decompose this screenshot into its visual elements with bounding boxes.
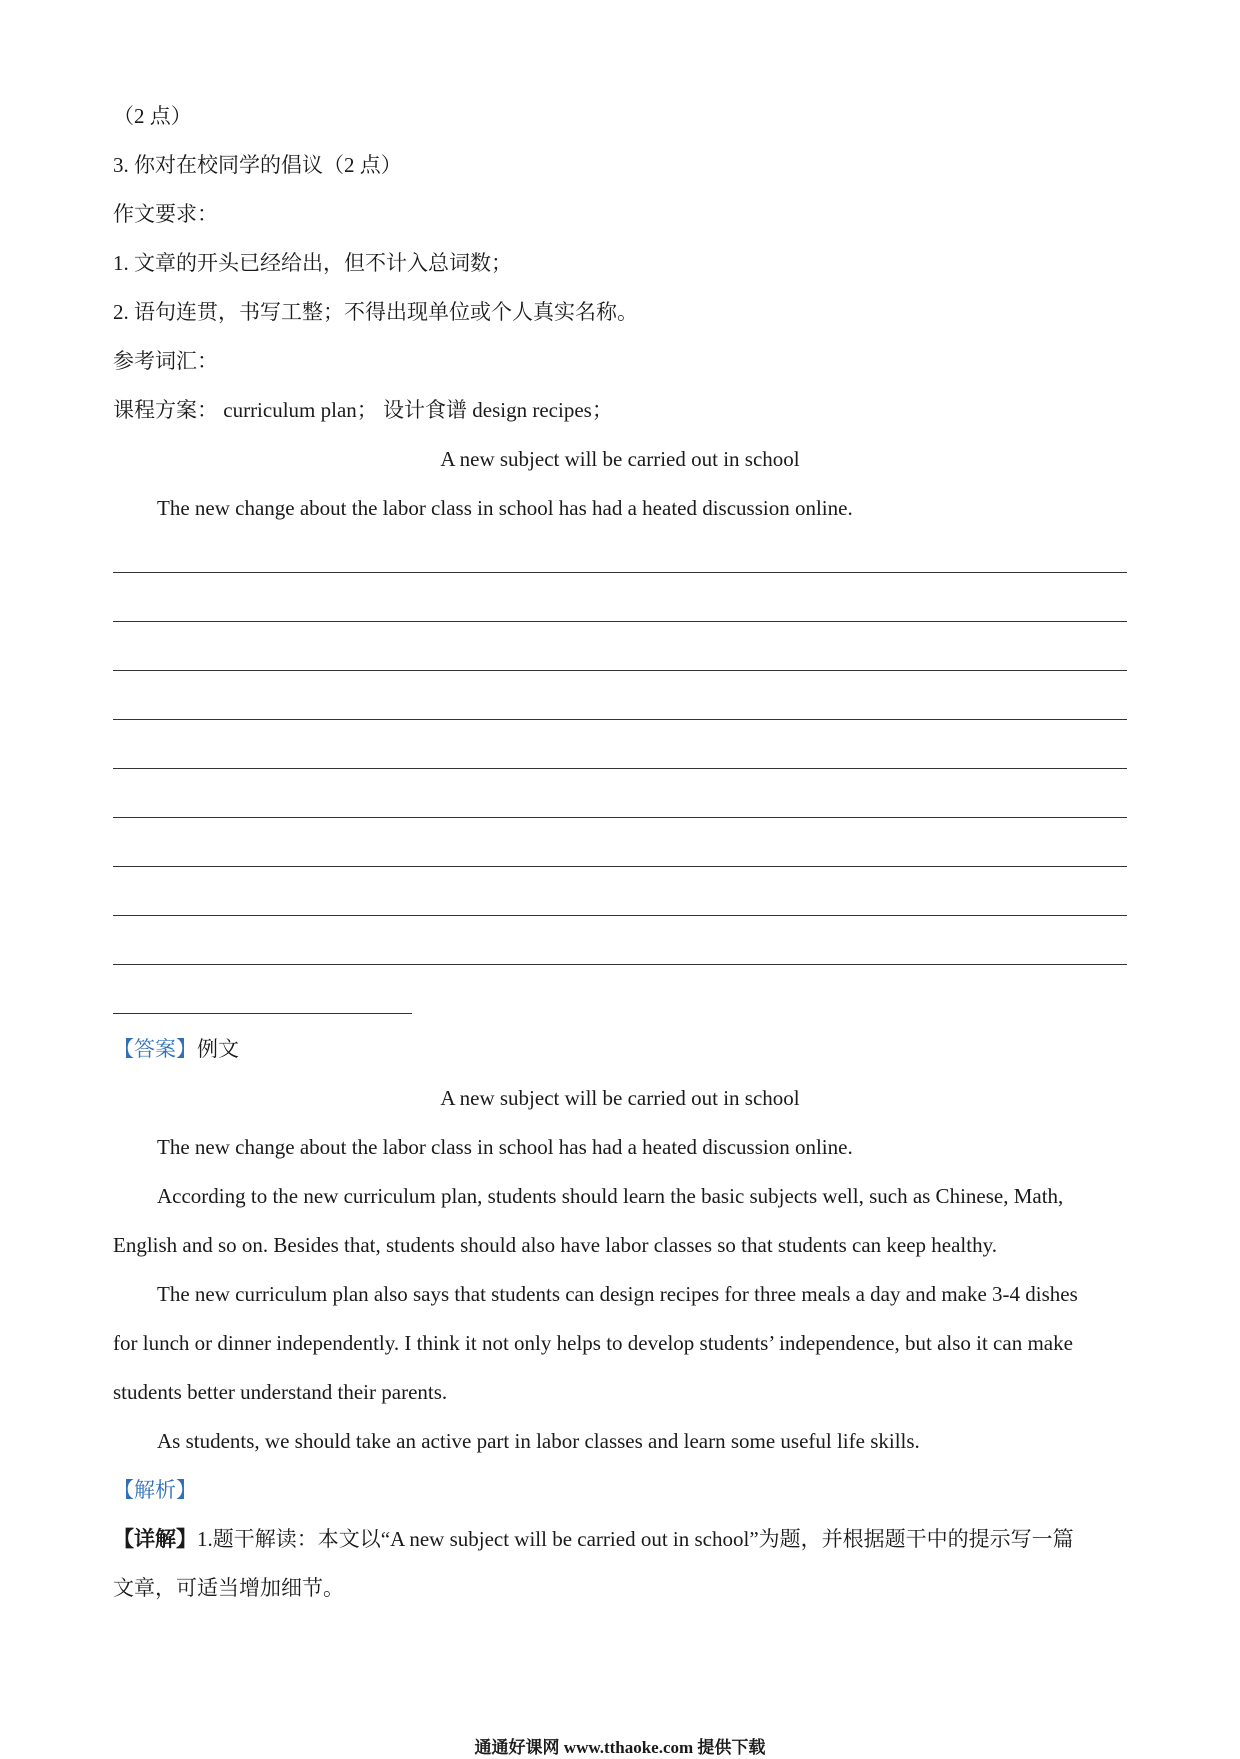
- answer-tag: 【答案】: [113, 1037, 197, 1061]
- sample-paragraph-1: The new change about the labor class in school has had a heated discussion online.: [157, 1135, 853, 1159]
- analysis-tag: 【解析】: [113, 1478, 197, 1502]
- sample-paragraph-2-line-1: According to the new curriculum plan, students should learn the basic subjects well, such as Chinese, Math,: [157, 1184, 1064, 1208]
- writing-line: [113, 768, 1127, 769]
- writing-line: [113, 817, 1127, 818]
- score-note: （2 点）: [113, 104, 192, 128]
- analysis-detail-line-1: [113, 1525, 1074, 1553]
- answer-label: 例文: [197, 1037, 239, 1061]
- page-footer: 通通好课网 www.tthaoke.com 提供下载: [474, 1738, 766, 1757]
- essay-requirements-heading: 作文要求：: [113, 202, 218, 226]
- sample-paragraph-2-line-2: English and so on. Besides that, students should also have labor classes so that students can keep healthy.: [113, 1233, 997, 1257]
- sample-paragraph-3-line-1: The new curriculum plan also says that students can design recipes for three meals a day and make 3-4 dishes: [157, 1282, 1078, 1306]
- vocabulary-heading: 参考词汇：: [113, 349, 218, 373]
- writing-line: [113, 964, 1127, 965]
- essay-opening: The new change about the labor class in school has had a heated discussion online.: [157, 496, 853, 520]
- sample-paragraph-3-line-2: for lunch or dinner independently. I think it not only helps to develop students’ independence, but also it can make: [113, 1331, 1073, 1355]
- essay-title: A new subject will be carried out in school: [440, 447, 800, 471]
- detail-text: 1.题干解读：本文以“A new subject will be carried out in school”为题，并根据题干中的提示写一篇: [197, 1527, 1074, 1551]
- writing-line: [113, 719, 1127, 720]
- requirement-rule-1: 1. 文章的开头已经给出，但不计入总词数；: [113, 251, 512, 275]
- requirement-item-3: 3. 你对在校同学的倡议（2 点）: [113, 153, 402, 177]
- requirement-rule-2: 2. 语句连贯，书写工整；不得出现单位或个人真实名称。: [113, 300, 638, 324]
- sample-essay-title: A new subject will be carried out in school: [440, 1086, 800, 1110]
- vocabulary-list: 课程方案： curriculum plan； 设计食谱 design recipes；: [113, 398, 613, 422]
- detail-tag: 【详解】: [113, 1527, 197, 1551]
- analysis-detail-line-2: 文章，可适当增加细节。: [113, 1576, 344, 1600]
- sample-paragraph-3-line-3: students better understand their parents.: [113, 1380, 448, 1404]
- writing-line-short: [113, 1013, 412, 1014]
- writing-line: [113, 621, 1127, 622]
- writing-line: [113, 572, 1127, 573]
- answer-heading: [113, 1035, 239, 1063]
- sample-paragraph-4: As students, we should take an active part in labor classes and learn some useful life skills.: [157, 1429, 920, 1453]
- writing-line: [113, 866, 1127, 867]
- writing-line: [113, 670, 1127, 671]
- writing-line: [113, 915, 1127, 916]
